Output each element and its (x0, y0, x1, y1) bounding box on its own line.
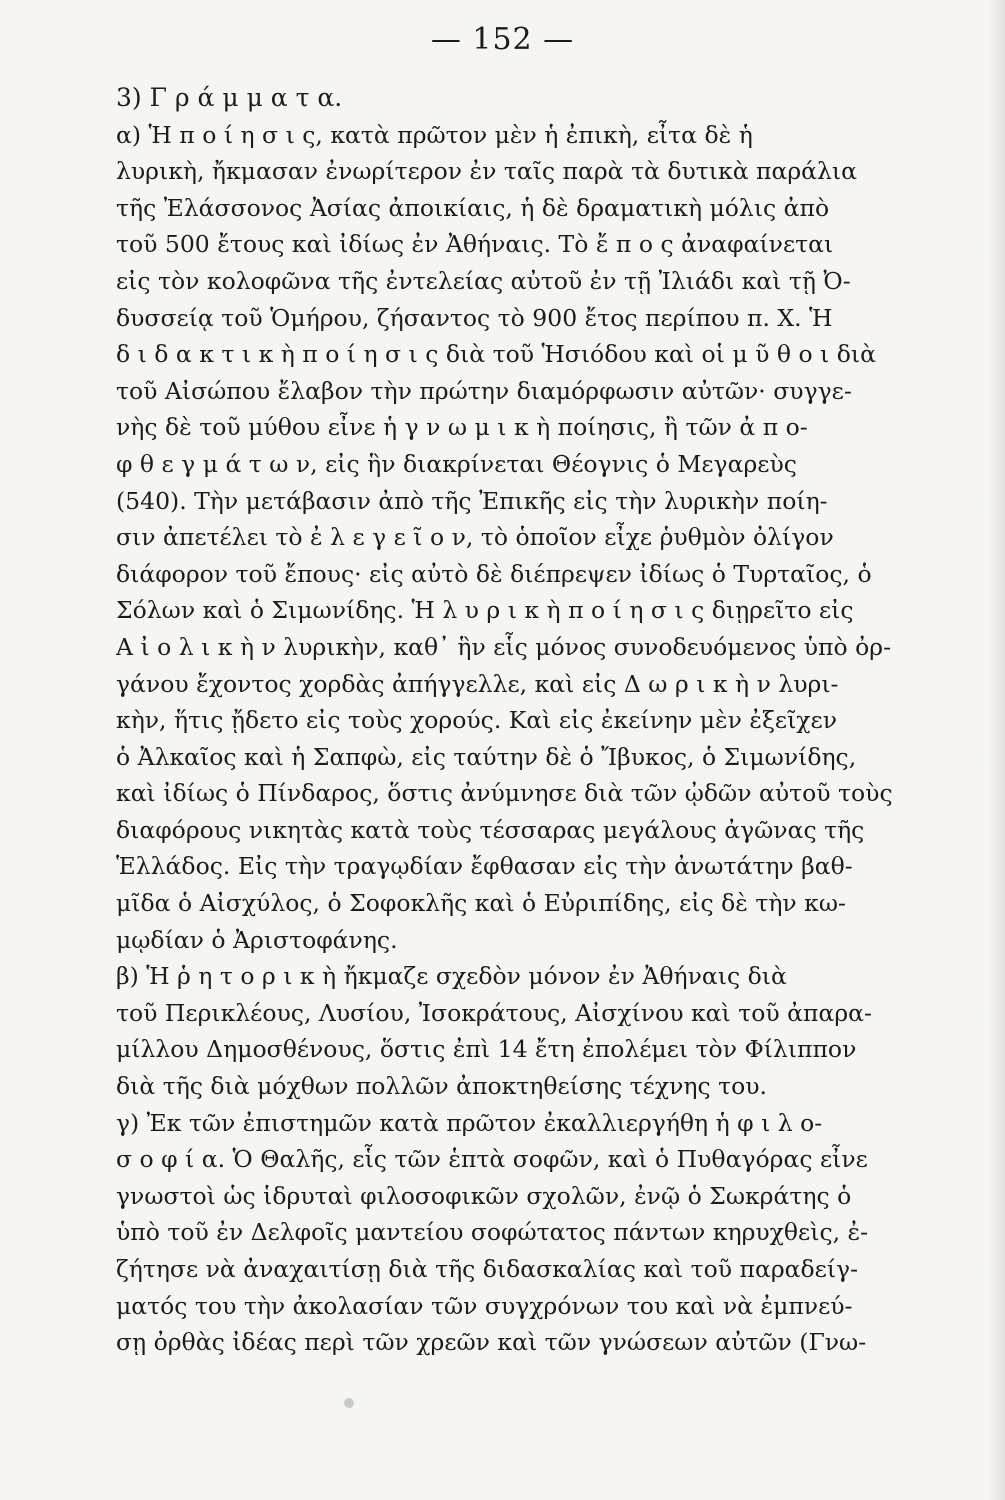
text-line: ζήτησε νὰ ἀναχαιτίσῃ διὰ τῆς διδασκαλίας καὶ τοῦ παραδείγ- (116, 1255, 859, 1283)
text-line: κὴν, ἥτις ᾔδετο εἰς τοὺς χορούς. Καὶ εἰς ἐκείνην μὲν ἐξεῖχεν (116, 706, 837, 735)
text-line: α) Ἡ π ο ί η σ ι ς, κατὰ πρῶτον μὲν ἡ ἐπικὴ, εἶτα δὲ ἡ (116, 120, 753, 149)
text-line: γάνου ἔχοντος χορδὰς ἀπήγγελλε, καὶ εἰς Δ ω ρ ι κ ὴ ν λυρι- (116, 669, 839, 698)
text-line: φ θ ε γ μ ά τ ω ν, εἰς ἣν διακρίνεται Θέογνις ὁ Μεγαρεὺς (116, 449, 797, 478)
text-line: καὶ ἰδίως ὁ Πίνδαρος, ὅστις ἀνύμνησε διὰ τῶν ᾠδῶν αὐτοῦ τοὺς (116, 779, 893, 808)
text-line: τοῦ Περικλέους, Λυσίου, Ἰσοκράτους, Αἰσχίνου καὶ τοῦ ἀπαρα- (116, 998, 872, 1027)
text-line: Α ἰ ο λ ι κ ὴ ν λυρικὴν, καθ᾽ ἣν εἷς μόνος συνοδευόμενος ὑπὸ ὀρ- (116, 632, 892, 661)
text-line: διὰ τῆς διὰ μόχθων πολλῶν ἀποκτηθείσης τέχνης του. (116, 1072, 767, 1101)
text-line: ὁ Ἀλκαῖος καὶ ἡ Σαπφὼ, εἰς ταύτην δὲ ὁ Ἴβυκος, ὁ Σιμωνίδης, (116, 742, 857, 771)
text-line: εἰς τὸν κολοφῶνα τῆς ἐντελείας αὐτοῦ ἐν τῇ Ἰλιάδι καὶ τῇ Ὀ- (116, 266, 851, 295)
text-line: τοῦ Αἰσώπου ἔλαβον τὴν πρώτην διαμόρφωσιν αὐτῶν· συγγε- (116, 376, 852, 405)
text-line: ματός του τὴν ἀκολασίαν τῶν συγχρόνων του καὶ νὰ ἐμπνεύ- (116, 1291, 853, 1320)
text-line: σ ο φ ί α. Ὁ Θαλῆς, εἷς τῶν ἑπτὰ σοφῶν, καὶ ὁ Πυθαγόρας εἶνε (116, 1145, 868, 1174)
section-heading: 3) Γ ρ ά μ μ α τ α. (116, 83, 343, 112)
page-number: — 152 — (430, 22, 575, 57)
body-text (116, 80, 921, 1361)
text-line: μῖδα ὁ Αἰσχύλος, ὁ Σοφοκλῆς καὶ ὁ Εὐριπίδης, εἰς δὲ τὴν κω- (116, 889, 846, 918)
text-line: σιν ἀπετέλει τὸ ἐ λ ε γ ε ῖ ο ν, τὸ ὁποῖον εἶχε ῥυθμὸν ὀλίγον (116, 523, 834, 552)
text-line: μίλλου Δημοσθένους, ὅστις ἐπὶ 14 ἔτη ἐπολέμει τὸν Φίλιππον (116, 1035, 857, 1064)
paper-blemish (344, 1398, 354, 1408)
text-line: δυσσείᾳ τοῦ Ὁμήρου, ζήσαντος τὸ 900 ἔτος περίπου π. Χ. Ἡ (116, 303, 833, 332)
text-line: γνωστοὶ ὡς ἱδρυταὶ φιλοσοφικῶν σχολῶν, ἐνῷ ὁ Σωκράτης ὁ (116, 1181, 852, 1210)
text-line: σῃ ὀρθὰς ἰδέας περὶ τῶν χρεῶν καὶ τῶν γνώσεων αὐτῶν (Γνω- (116, 1328, 867, 1357)
text-line: τοῦ 500 ἔτους καὶ ἰδίως ἐν Ἀθήναις. Τὸ ἔ π ο ς ἀναφαίνεται (116, 230, 834, 259)
text-line: νὴς δὲ τοῦ μύθου εἶνε ἡ γ ν ω μ ι κ ὴ ποίησις, ἢ τῶν ἀ π ο- (116, 413, 808, 442)
text-line: Ἑλλάδος. Εἰς τὴν τραγῳδίαν ἔφθασαν εἰς τὴν ἀνωτάτην βαθ- (116, 852, 853, 881)
text-line: δ ι δ α κ τ ι κ ὴ π ο ί η σ ι ς διὰ τοῦ Ἡσιόδου καὶ οἱ μ ῦ θ ο ι διὰ (116, 340, 876, 369)
text-line: β) Ἡ ῥ η τ ο ρ ι κ ὴ ἤκμαζε σχεδὸν μόνον ἐν Ἀθήναις διὰ (116, 962, 787, 991)
text-line: λυρικὴ, ἤκμασαν ἐνωρίτερον ἐν ταῖς παρὰ τὰ δυτικὰ παράλια (116, 157, 858, 186)
page-edge-shadow (987, 0, 1005, 1500)
text-line: μῳδίαν ὁ Ἀριστοφάνης. (116, 925, 398, 954)
text-line: γ) Ἐκ τῶν ἐπιστημῶν κατὰ πρῶτον ἐκαλλιεργήθη ἡ φ ι λ ο- (116, 1108, 823, 1137)
text-line: Σόλων καὶ ὁ Σιμωνίδης. Ἡ λ υ ρ ι κ ὴ π ο ί η σ ι ς διῃρεῖτο εἰς (116, 596, 854, 625)
text-line: ὑπὸ τοῦ ἐν Δελφοῖς μαντείου σοφώτατος πάντων κηρυχθεὶς, ἐ- (116, 1218, 869, 1247)
text-line: διάφορον τοῦ ἔπους· εἰς αὐτὸ δὲ διέπρεψεν ἰδίως ὁ Τυρταῖος, ὁ (116, 559, 872, 588)
text-line: (540). Τὴν μετάβασιν ἀπὸ τῆς Ἐπικῆς εἰς τὴν λυρικὴν ποίη- (116, 486, 828, 515)
text-line: διαφόρους νικητὰς κατὰ τοὺς τέσσαρας μεγάλους ἀγῶνας τῆς (116, 815, 865, 844)
text-line: τῆς Ἐλάσσονος Ἀσίας ἀποικίαις, ἡ δὲ δραματικὴ μόλις ἀπὸ (116, 193, 830, 222)
